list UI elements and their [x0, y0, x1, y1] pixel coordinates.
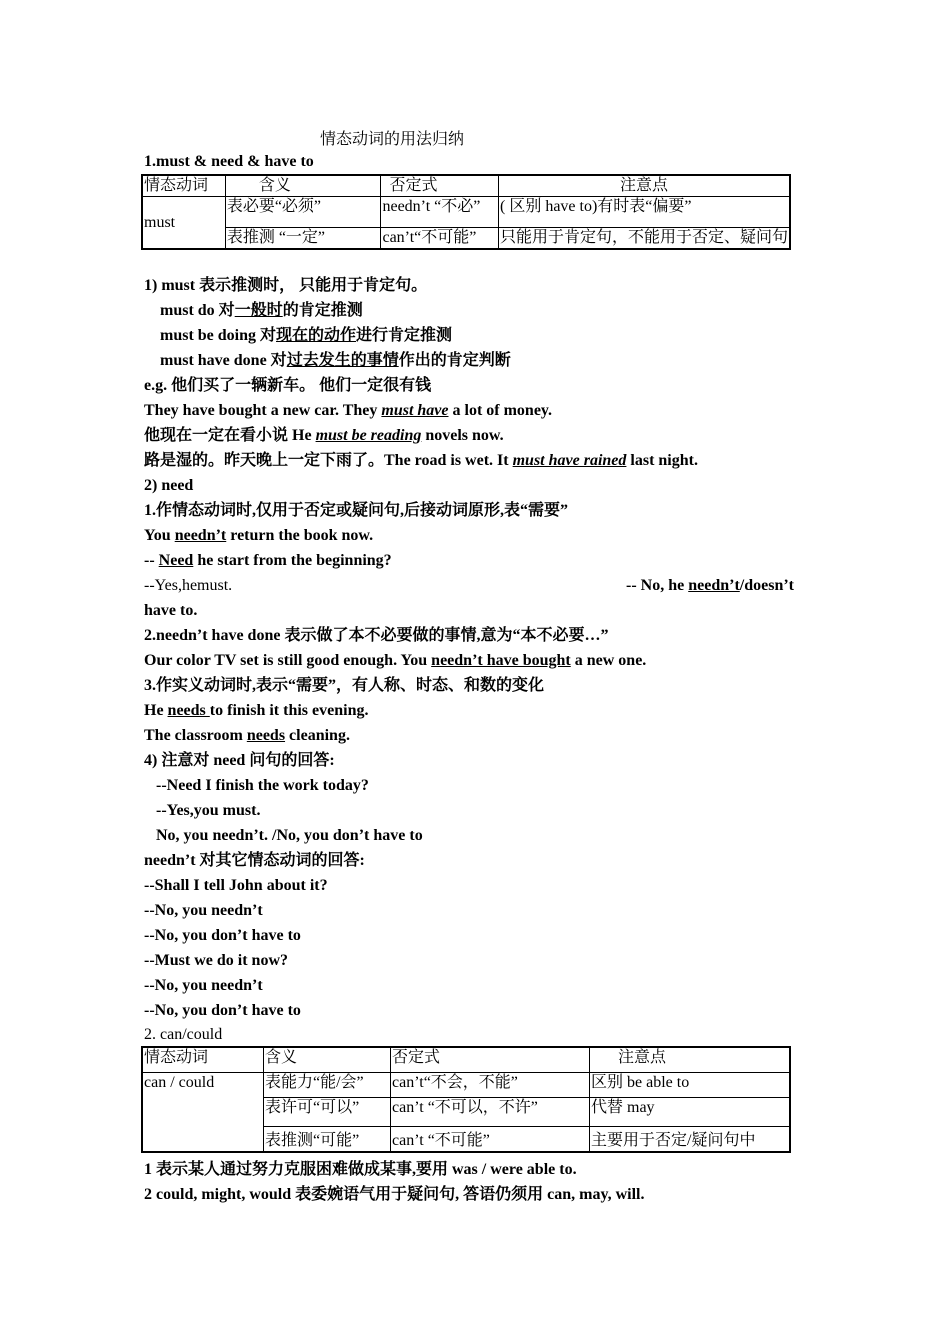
table-header-cell: 情态动词 — [142, 1047, 264, 1073]
dialogue-line: --No, you don’t have to — [144, 1002, 301, 1019]
dialogue-line: --Yes,you must. — [156, 802, 261, 819]
table-cell: 代替 may — [590, 1098, 791, 1127]
table-cell: needn’t “不必” — [381, 197, 499, 228]
example-sentence: They have bought a new car. They must have a lot of money. — [144, 402, 553, 419]
table-row — [142, 228, 790, 250]
need-point-4: 4) 注意对 need 问句的回答: — [144, 752, 335, 769]
table-header-cell: 否定式 — [391, 1047, 590, 1073]
need-point-2: 2.needn’t have done 表示做了本不必要做的事情,意为“本不必要…” — [144, 627, 609, 644]
must-do-line: must do 对一般时的肯定推测 — [160, 302, 363, 319]
example-sentence: Our color TV set is still good enough. You needn’t have bought a new one. — [144, 652, 647, 669]
note-2: 2 could, might, would 表委婉语气用于疑问句, 答语仍须用 can, may, will. — [144, 1186, 645, 1203]
can-could-table — [141, 1046, 791, 1153]
dialogue-line: --No, you needn’t — [144, 977, 263, 994]
need-point-5: needn’t 对其它情态动词的回答: — [144, 852, 365, 869]
need-point-1: 1.作情态动词时,仅用于否定或疑问句,后接动词原形,表“需要” — [144, 502, 569, 519]
section-heading-must-need: 1.must & need & have to — [144, 153, 314, 170]
answer-no-continued: have to. — [144, 602, 198, 619]
table-cell: 表许可“可以” — [264, 1098, 391, 1127]
table-header-cell: 注意点 — [498, 175, 790, 197]
table-cell: 区别 be able to — [590, 1073, 791, 1098]
must-table — [141, 174, 791, 250]
answer-yes: --Yes,hemust. — [144, 577, 233, 594]
table-header-row — [142, 175, 790, 197]
must-point-1: 1) must 表示推测时， 只能用于肯定句。 — [144, 277, 428, 294]
table-header-cell: 含义 — [264, 1047, 391, 1073]
table-cell: 只能用于肯定句，不能用于否定、疑问句 — [498, 228, 790, 250]
dialogue-line: No, you needn’t. /No, you don’t have to — [156, 827, 423, 844]
section-heading-can-could: 2. can/could — [144, 1026, 223, 1043]
note-1: 1 表示某人通过努力克服困难做成某事,要用 was / were able to. — [144, 1161, 577, 1178]
must-be-doing-line: must be doing 对现在的动作进行肯定推测 — [160, 327, 453, 344]
table-row — [142, 1073, 790, 1098]
table-cell: can’t“不会，不能” — [391, 1073, 590, 1098]
table-cell: can’t “不可以，不许” — [391, 1098, 590, 1127]
example-sentence: 路是湿的。昨天晚上一定下雨了。The road is wet. It must have rained last night. — [144, 452, 698, 469]
table-header-cell: 否定式 — [381, 175, 499, 197]
document-title: 情态动词的用法归纳 — [320, 131, 465, 148]
table-header-cell: 注意点 — [590, 1047, 791, 1073]
table-cell: can’t“不可能” — [381, 228, 499, 250]
example-sentence: -- Need he start from the beginning? — [144, 552, 392, 569]
table-cell: ( 区别 have to)有时表“偏要” — [498, 197, 790, 228]
example-sentence: You needn’t return the book now. — [144, 527, 374, 544]
example-intro: e.g. 他们买了一辆新车。 他们一定很有钱 — [144, 377, 432, 394]
dialogue-line: --Must we do it now? — [144, 952, 288, 969]
must-have-done-line: must have done 对过去发生的事情作出的肯定判断 — [160, 352, 511, 369]
answer-no: -- No, he needn’t/doesn’t — [626, 577, 795, 594]
table-cell-verb: must — [142, 197, 225, 250]
dialogue-line: --No, you needn’t — [144, 902, 263, 919]
need-point-3: 3.作实义动词时,表示“需要”，有人称、时态、和数的变化 — [144, 677, 545, 694]
table-cell: 表能力“能/会” — [264, 1073, 391, 1098]
table-cell: 表必要“必须” — [225, 197, 381, 228]
dialogue-line: --Shall I tell John about it? — [144, 877, 328, 894]
example-sentence: He needs to finish it this evening. — [144, 702, 369, 719]
table-header-cell: 情态动词 — [142, 175, 225, 197]
need-heading: 2) need — [144, 477, 194, 494]
table-row — [142, 197, 790, 228]
dialogue-line: --No, you don’t have to — [144, 927, 301, 944]
example-sentence: The classroom needs cleaning. — [144, 727, 350, 744]
example-sentence: 他现在一定在看小说 He must be reading novels now. — [144, 427, 504, 444]
dialogue-line: --Need I finish the work today? — [156, 777, 369, 794]
table-header-cell: 含义 — [225, 175, 381, 197]
table-cell-verb: can / could — [142, 1073, 264, 1153]
table-cell: 表推测“可能” — [264, 1127, 391, 1153]
table-cell: 表推测 “一定” — [225, 228, 381, 250]
table-header-row — [142, 1047, 790, 1073]
table-cell: 主要用于否定/疑问句中 — [590, 1127, 791, 1153]
table-cell: can’t “不可能” — [391, 1127, 590, 1153]
